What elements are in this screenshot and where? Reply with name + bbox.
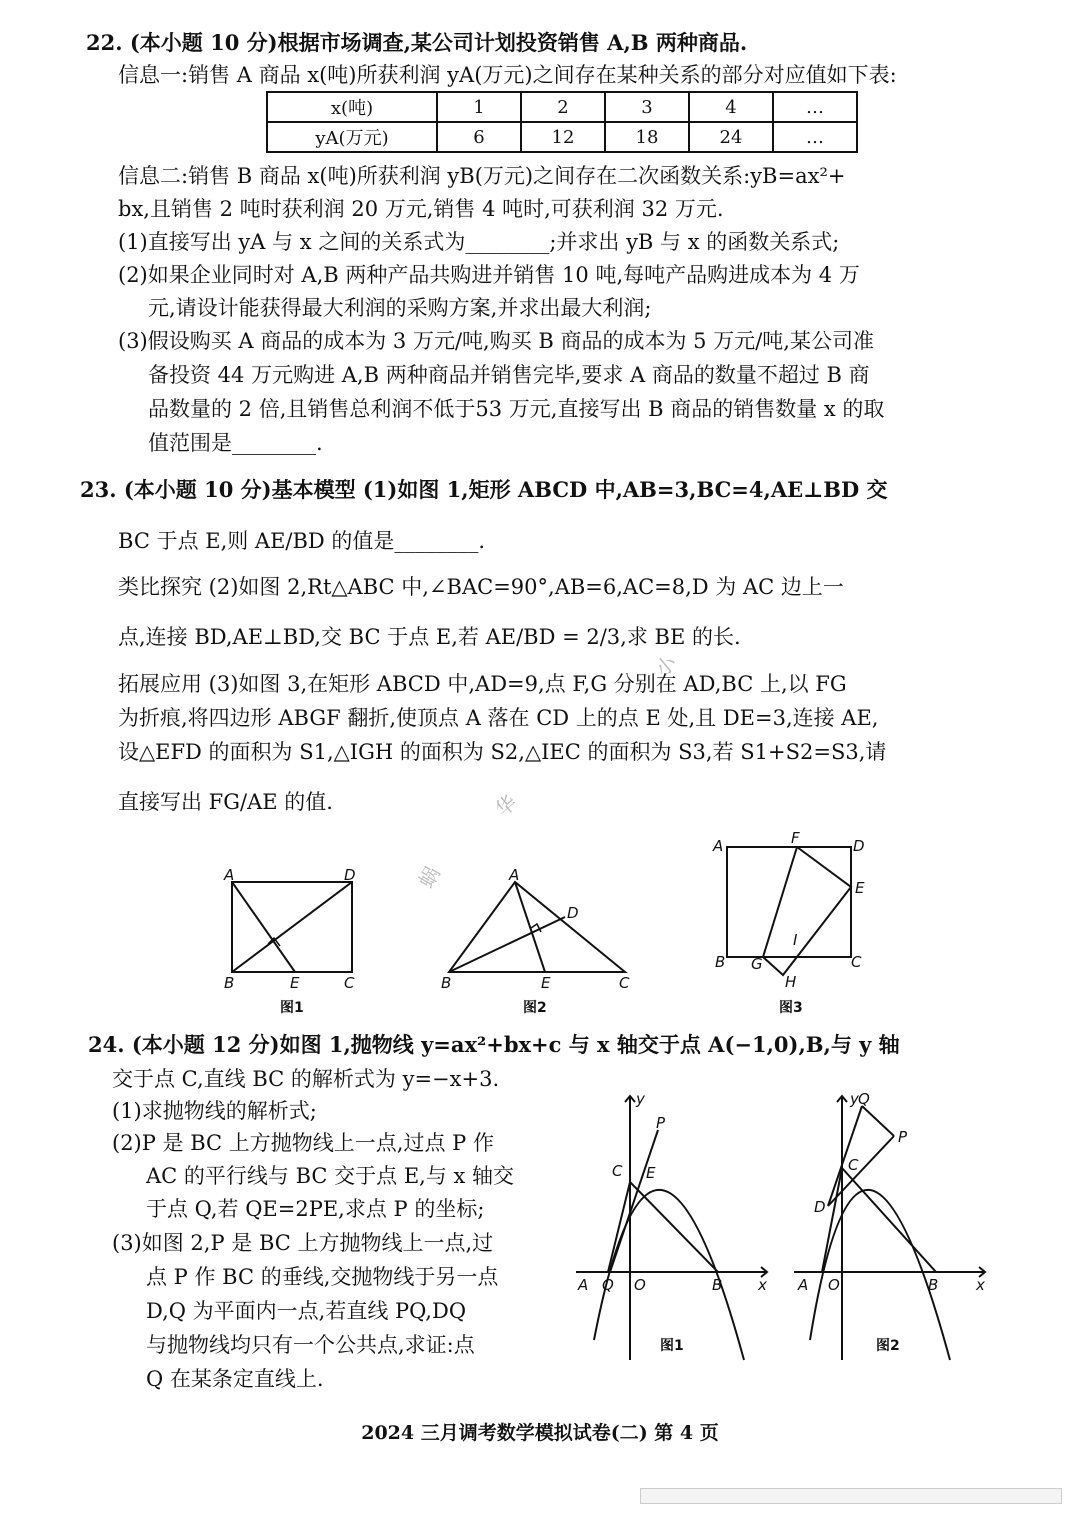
fig-label: x	[976, 1276, 985, 1294]
q23-line8: 直接写出 FG/AE 的值.	[118, 790, 333, 814]
figure-caption: 图3	[779, 1000, 803, 1016]
q23-line4: 点,连接 BD,AE⊥BD,交 BC 于点 E,若 AE/BD = 2/3,求 BE 的长.	[118, 625, 741, 649]
q24-line4: (2)P 是 BC 上方抛物线上一点,过点 P 作	[112, 1131, 494, 1155]
q23-header: 23. (本小题 10 分)基本模型 (1)如图 1,矩形 ABCD 中,AB=3,BC=4,AE⊥BD 交	[80, 477, 888, 502]
q22-header: 22. (本小题 10 分)根据市场调查,某公司计划投资销售 A,B 两种商品.	[86, 30, 748, 55]
fig-label: D	[567, 904, 579, 922]
fig-label: x	[758, 1276, 767, 1294]
fig-label: F	[791, 829, 800, 847]
q22-table	[266, 91, 858, 153]
table-cell: 12	[521, 122, 605, 152]
q22-info1: 信息一:销售 A 商品 x(吨)所获利润 yA(万元)之间存在某种关系的部分对应值如下表:	[118, 63, 897, 87]
q23-line6: 为折痕,将四边形 ABGF 翻折,使顶点 A 落在 CD 上的点 E 处,且 DE=3,连接 AE,	[118, 706, 879, 730]
fig-label: P	[898, 1128, 908, 1146]
q24-header: 24. (本小题 12 分)如图 1,抛物线 y=ax²+bx+c 与 x 轴交于点 A(−1,0),B,与 y 轴	[88, 1032, 900, 1057]
fig-label: C	[848, 1156, 859, 1174]
q23-line3: 类比探究 (2)如图 2,Rt△ABC 中,∠BAC=90°,AB=6,AC=8,D 为 AC 边上一	[118, 575, 844, 599]
fig-label: A	[578, 1276, 589, 1294]
fig-label: D	[344, 866, 356, 884]
q23-figure-3	[705, 825, 875, 1020]
q24-line8: 点 P 作 BC 的垂线,交抛物线于另一点	[146, 1265, 499, 1289]
q24-line10: 与抛物线均只有一个公共点,求证:点	[146, 1333, 475, 1357]
figure-caption: 图1	[660, 1338, 684, 1354]
fig-label: A	[224, 866, 235, 884]
q24-figure-1	[572, 1090, 772, 1365]
table-cell: yA(万元)	[267, 122, 437, 152]
fig-label: G	[751, 955, 763, 973]
watermark: 华	[490, 790, 522, 822]
q22-part3-line1: (3)假设购买 A 商品的成本为 3 万元/吨,购买 B 商品的成本为 5 万元/吨,某公司准	[118, 329, 874, 353]
q22-part2-line1: (2)如果企业同时对 A,B 两种产品共购进并销售 10 吨,每吨产品购进成本为 4 万	[118, 263, 860, 287]
q22-part3-line4: 值范围是________.	[148, 431, 323, 455]
fig-label: E	[290, 974, 300, 992]
fig-label: B	[712, 1276, 723, 1294]
q22-info2-line1: 信息二:销售 B 商品 x(吨)所获利润 yB(万元)之间存在二次函数关系:yB=ax²+	[118, 164, 846, 188]
q24-figure-2	[790, 1090, 990, 1365]
q24-line5: AC 的平行线与 BC 交于点 E,与 x 轴交	[146, 1164, 515, 1188]
fig-label: E	[855, 879, 865, 897]
fig-label: C	[851, 953, 862, 971]
q24-line7: (3)如图 2,P 是 BC 上方抛物线上一点,过	[112, 1231, 494, 1255]
table-cell: 1	[437, 92, 521, 122]
table-row	[267, 92, 857, 122]
fig-label: H	[785, 973, 797, 991]
fig-label: C	[619, 974, 630, 992]
table-cell: x(吨)	[267, 92, 437, 122]
q23-line2: BC 于点 E,则 AE/BD 的值是________.	[118, 529, 486, 553]
fig-label: E	[541, 974, 551, 992]
fig-label: D	[853, 837, 865, 855]
q22-info2-line2: bx,且销售 2 吨时获利润 20 万元,销售 4 吨时,可获利润 32 万元.	[118, 197, 724, 221]
fig-label: O	[828, 1276, 840, 1294]
table-cell: 2	[521, 92, 605, 122]
fig-label: E	[646, 1164, 656, 1182]
fig-label: C	[612, 1162, 623, 1180]
fig-label: B	[441, 974, 452, 992]
q22-part1: (1)直接写出 yA 与 x 之间的关系式为________;并求出 yB 与 x 的函数关系式;	[118, 230, 840, 254]
fig-label: B	[715, 953, 726, 971]
q24-line2: 交于点 C,直线 BC 的解析式为 y=−x+3.	[112, 1067, 500, 1091]
q22-part3-line3: 品数量的 2 倍,且销售总利润不低于53 万元,直接写出 B 商品的销售数量 x 的取	[148, 397, 885, 421]
fig-label: D	[814, 1198, 826, 1216]
fig-label: O	[634, 1276, 646, 1294]
table-cell: …	[773, 122, 857, 152]
figure-caption: 图2	[523, 1000, 547, 1016]
table-cell: 24	[689, 122, 773, 152]
q23-line7: 设△EFD 的面积为 S1,△IGH 的面积为 S2,△IEC 的面积为 S3,若 S1+S2=S3,请	[118, 740, 887, 764]
fig-label: A	[798, 1276, 809, 1294]
q22-part2-line2: 元,请设计能获得最大利润的采购方案,并求出最大利润;	[148, 296, 652, 320]
fig-label: y	[636, 1090, 645, 1108]
fig-label: y	[850, 1090, 859, 1108]
fig-label: C	[344, 974, 355, 992]
fig-label: B	[224, 974, 235, 992]
table-cell: 6	[437, 122, 521, 152]
fig-label: P	[656, 1114, 666, 1132]
q24-line6: 于点 Q,若 QE=2PE,求点 P 的坐标;	[146, 1197, 485, 1221]
q24-line9: D,Q 为平面内一点,若直线 PQ,DQ	[146, 1299, 467, 1323]
watermark: 小	[650, 650, 682, 682]
scroll-bar[interactable]	[640, 1488, 1062, 1504]
fig-label: Q	[858, 1090, 870, 1108]
figure-caption: 图2	[876, 1338, 900, 1354]
q24-line11: Q 在某条定直线上.	[146, 1367, 324, 1391]
q23-line5: 拓展应用 (3)如图 3,在矩形 ABCD 中,AD=9,点 F,G 分别在 AD,BC 上,以 FG	[118, 672, 847, 696]
page-footer: 2024 三月调考数学模拟试卷(二) 第 4 页	[361, 1422, 719, 1444]
table-cell: …	[773, 92, 857, 122]
q24-line3: (1)求抛物线的解析式;	[112, 1099, 317, 1123]
fig-label: I	[793, 931, 798, 949]
q23-figure-1	[220, 860, 370, 1020]
table-cell: 3	[605, 92, 689, 122]
table-row	[267, 122, 857, 152]
fig-label: A	[509, 866, 520, 884]
q22-part3-line2: 备投资 44 万元购进 A,B 两种商品并销售完毕,要求 A 商品的数量不超过 B 商	[148, 363, 870, 387]
table-cell: 4	[689, 92, 773, 122]
q23-figure-2	[435, 860, 635, 1020]
fig-label: Q	[602, 1276, 614, 1294]
fig-label: A	[713, 837, 724, 855]
watermark: 蜗	[413, 862, 445, 892]
figure-caption: 图1	[280, 1000, 304, 1016]
table-cell: 18	[605, 122, 689, 152]
fig-label: B	[928, 1276, 939, 1294]
